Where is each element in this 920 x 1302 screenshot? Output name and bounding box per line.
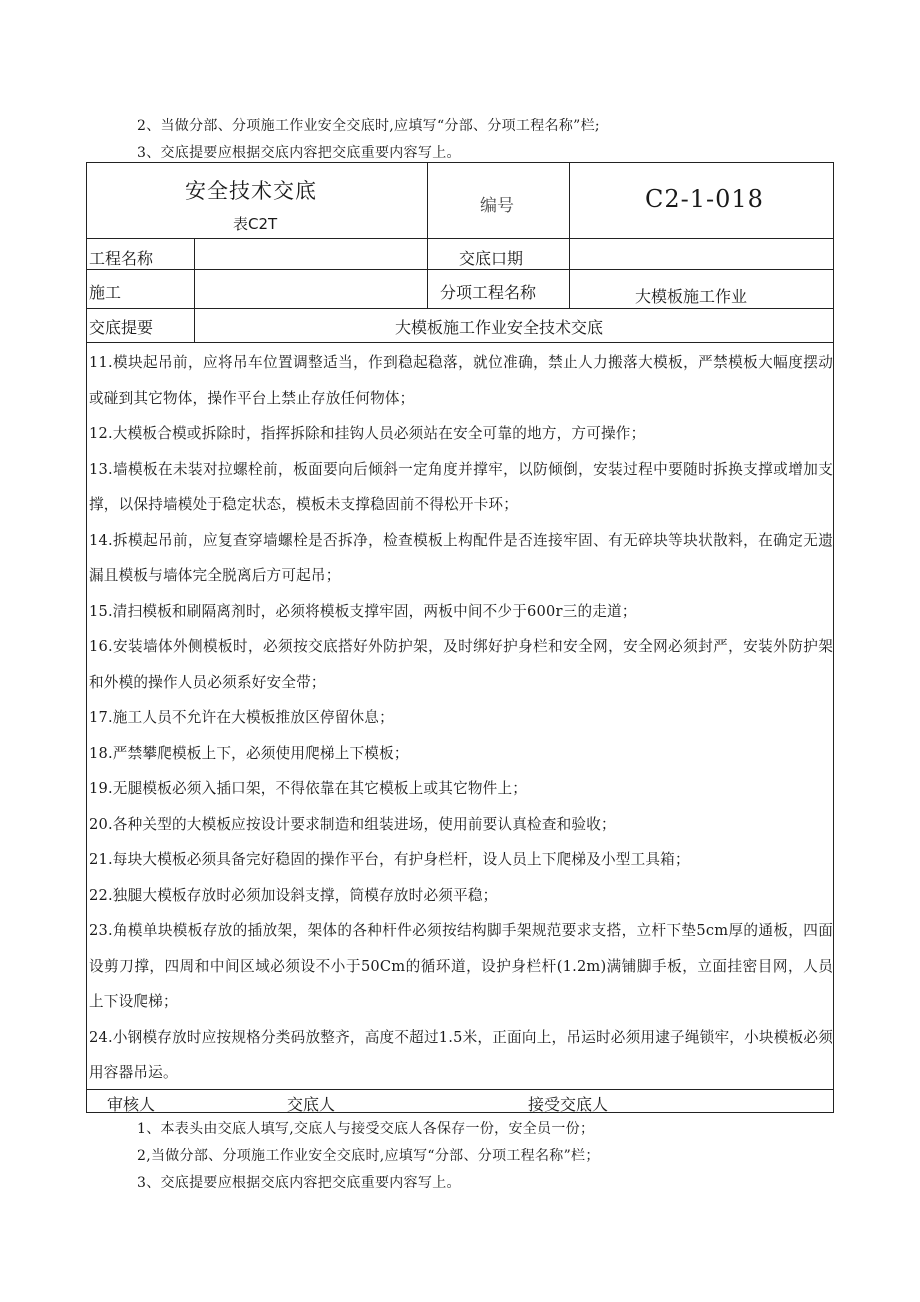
discloser-label: 交底人 bbox=[287, 1095, 336, 1114]
item-13: 13.墙模板在未装对拉螺栓前，板面要向后倾斜一定角度并撑牢，以防倾倒，安装过程中要随时拆换支撑或增加支撑，以保持墙模处于稳定状态，模板未支撑稳固前不得松开卡环； bbox=[89, 460, 833, 513]
subitem-value: 大模板施工作业 bbox=[635, 287, 748, 306]
construction-label: 施工 bbox=[89, 283, 122, 302]
item-19: 19.无腿模板必须入插口架，不得依靠在其它模板上或其它物件上； bbox=[89, 780, 528, 797]
project-name-label: 工程名称 bbox=[89, 249, 154, 268]
item-21: 21.每块大模板必须具备完好稳固的操作平台，有护身栏杆，设人员上下爬梯及小型工具箱； bbox=[89, 851, 690, 868]
disclosure-form bbox=[86, 162, 834, 1113]
item-22: 22.独腿大模板存放时必须加设斜支撑，筒模存放时必须平稳； bbox=[89, 886, 498, 904]
footer-note-2: 2,当做分部、分项施工作业安全交底时,应填写“分部、分项工程名称”栏； bbox=[137, 1148, 600, 1164]
item-15: 15.清扫模板和刷隔离剂时，必须将模板支撑牢固，两板中间不少于600r三的走道； bbox=[89, 602, 637, 620]
form-subtitle: 表C2T bbox=[233, 215, 278, 233]
item-20: 20.各种关型的大模板应按设计要求制造和组装进场，使用前要认真检查和验收； bbox=[89, 815, 616, 833]
subitem-label: 分项工程名称 bbox=[440, 283, 537, 302]
reviewer-label: 审核人 bbox=[107, 1095, 156, 1114]
item-23: 23.角模单块模板存放的插放架，架体的各种杆件必须按结构脚手架规范要求支搭，立杆下垫5cm厚的通板，四面设剪刀撑，四周和中间区域必须设不小于50Cm的循环道，设护身栏杆(1.2m)满铺脚手板，立面挂密目网，人员上下设爬梯； bbox=[89, 922, 833, 1010]
item-17: 17.施工人员不允许在大模板推放区停留休息； bbox=[89, 709, 394, 726]
form-title: 安全技术交底 bbox=[185, 179, 317, 203]
item-18: 18.严禁攀爬模板上下，必须使用爬梯上下模板； bbox=[89, 744, 409, 762]
item-16: 16.安装墙体外侧模板时，必须按交底搭好外防护架，及时绑好护身栏和安全网，安全网必须封严，安装外防护架和外模的操作人员必须系好安全带； bbox=[89, 638, 833, 691]
header-note-3: 3、交底提要应根据交底内容把交底重要内容写上。 bbox=[137, 145, 461, 161]
disclosure-items bbox=[89, 345, 833, 1091]
item-24: 24.小钢模存放时应按规格分类码放整齐，高度不超过1.5米，正面向上，吊运时必须用逮子绳锁牢，小块模板必须用容器吊运。 bbox=[89, 1028, 833, 1081]
footer-note-3: 3、交底提要应根据交底内容把交底重要内容写上。 bbox=[137, 1175, 461, 1191]
item-11: 11.模块起吊前，应将吊车位置调整适当，作到稳起稳落，就位准确，禁止人力搬落大模板，严禁模板大幅度摆动或碰到其它物体，操作平台上禁止存放任何物体； bbox=[89, 354, 833, 407]
header-note-2: 2、当做分部、分项施工作业安全交底时,应填写“分部、分项工程名称”栏; bbox=[137, 118, 600, 134]
receiver-label: 接受交底人 bbox=[528, 1095, 609, 1114]
item-14: 14.拆模起吊前，应复查穿墙螺栓是否拆净，检查模板上构配件是否连接牢固、有无碎块等块状散料，在确定无遗漏且模板与墙体完全脱离后方可起吊； bbox=[89, 531, 833, 584]
number-label: 编号 bbox=[480, 196, 514, 216]
date-label: 交底口期 bbox=[459, 249, 524, 268]
item-12: 12.大模板合模或拆除时，指挥拆除和挂钩人员必须站在安全可靠的地方，方可操作； bbox=[89, 425, 646, 442]
number-value: C2-1-018 bbox=[645, 185, 764, 213]
footer-note-1: 1、本表头由交底人填写,交底人与接受交底人各保存一份，安全员一份； bbox=[137, 1121, 595, 1137]
summary-label: 交底提要 bbox=[89, 318, 154, 337]
summary-value: 大模板施工作业安全技术交底 bbox=[395, 318, 604, 337]
